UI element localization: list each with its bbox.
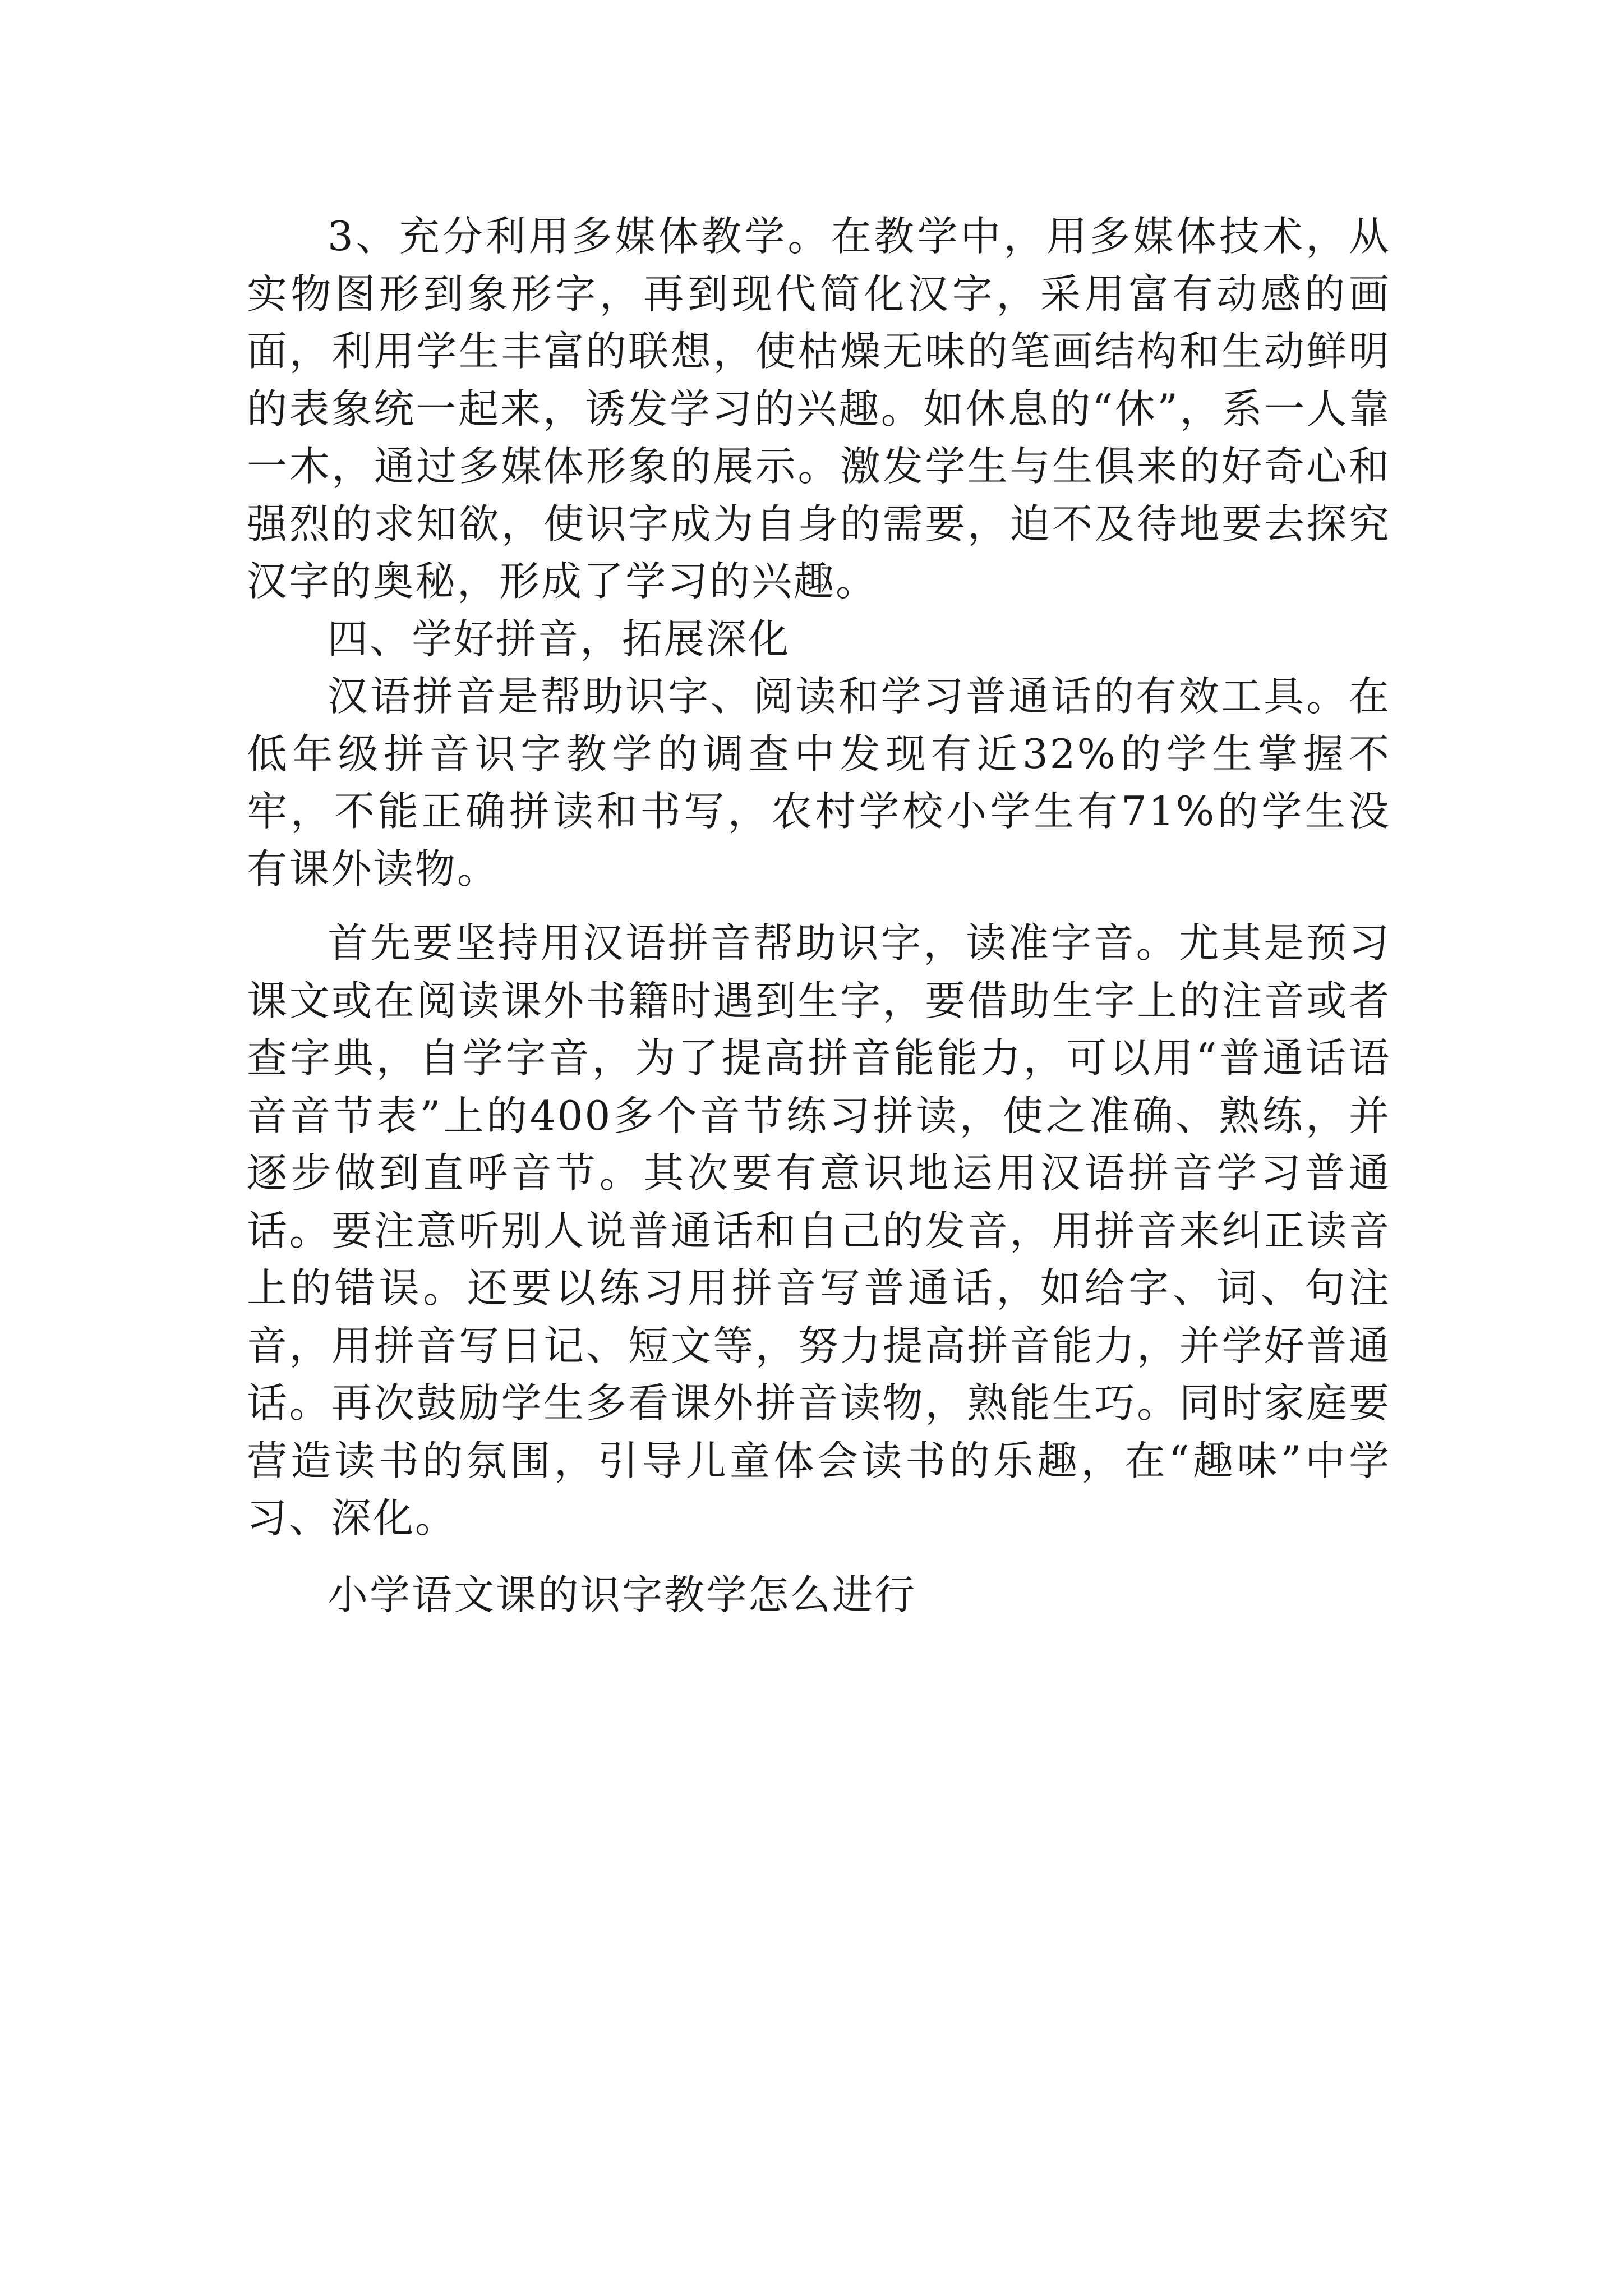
paragraph-pinyin-methods: 首先要坚持用汉语拼音帮助识字，读准字音。尤其是预习课文或在阅读课外书籍时遇到生字，要借助生字上的注音或者查字典，自学字音，为了提高拼音能能力，可以用“普通话语音音节表”上的400多个音节练习拼读，使之准确、熟练，并逐步做到直呼音节。其次要有意识地运用汉语拼音学习普通话。要注意听别人说普通话和自己的发音，用拼音来纠正读音上的错误。还要以练习用拼音写普通话，如给字、词、句注音，用拼音写日记、短文等，努力提高拼音能力，并学好普通话。再次鼓励学生多看课外拼音读物，熟能生巧。同时家庭要营造读书的氛围，引导儿童体会读书的乐趣，在“趣味”中学习、深化。 [247,919,1391,1542]
section-heading-pinyin: 四、学好拼音，拓展深化 [328,615,791,662]
closing-heading: 小学语文课的识字教学怎么进行 [328,1571,917,1618]
document-body [247,208,1391,1623]
paragraph-pinyin-tool: 汉语拼音是帮助识字、阅读和学习普通话的有效工具。在低年级拼音识字教学的调查中发现有近32%的学生掌握不牢，不能正确拼读和书写，农村学校小学生有71%的学生没有课外读物。 [247,673,1391,892]
paragraph-multimedia-teaching: 3、充分利用多媒体教学。在教学中，用多媒体技术，从实物图形到象形字，再到现代简化汉字，采用富有动感的画面，利用学生丰富的联想，使枯燥无味的笔画结构和生动鲜明的表象统一起来，诱发学习的兴趣。如休息的“休”，系一人靠一木，通过多媒体形象的展示。激发学生与生俱来的好奇心和强烈的求知欲，使识字成为自身的需要，迫不及待地要去探究汉字的奥秘，形成了学习的兴趣。 [247,213,1391,605]
